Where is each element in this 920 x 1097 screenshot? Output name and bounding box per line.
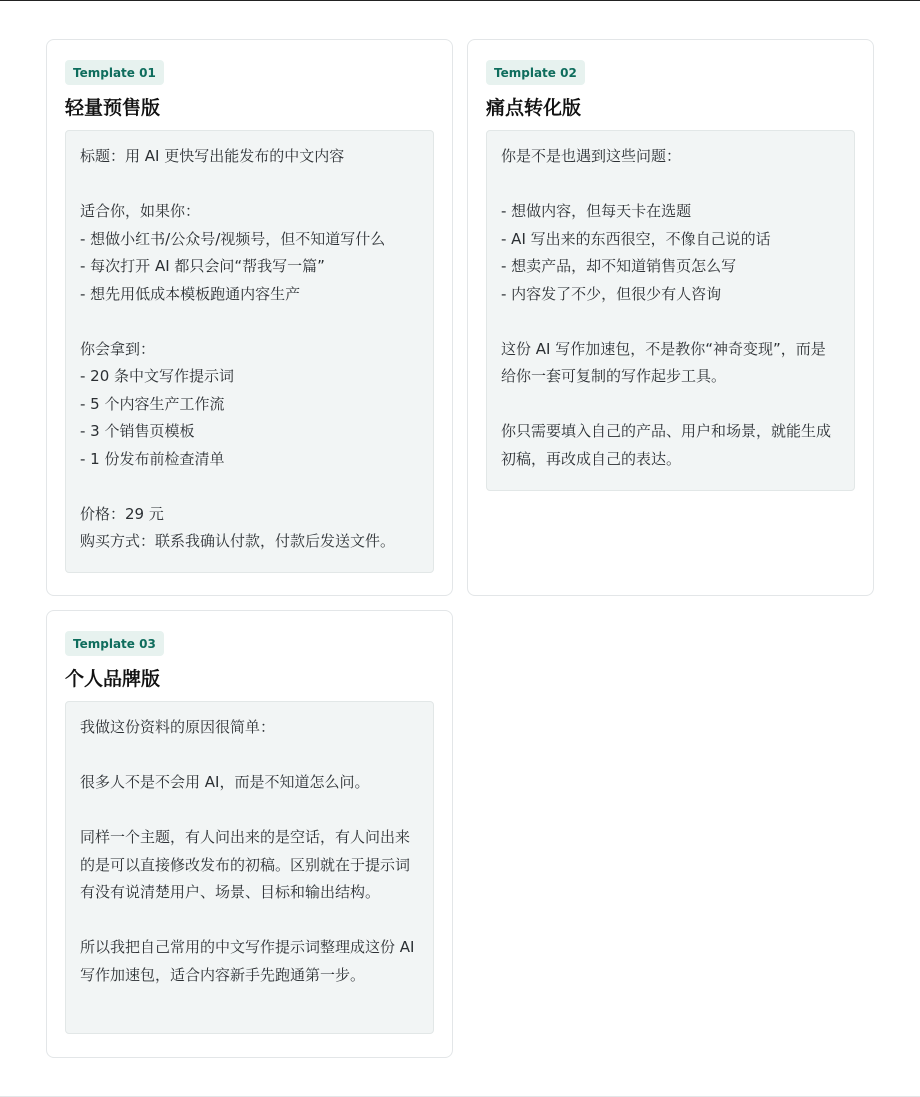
template-title: 个人品牌版 [65,668,161,690]
template-card-02 [467,39,874,596]
template-badge: Template 02 [486,60,585,85]
top-divider [0,0,920,1]
template-body[interactable]: 标题：用 AI 更快写出能发布的中文内容 适合你，如果你： - 想做小红书/公众号/视频号，但不知道写什么 - 每次打开 AI 都只会问“帮我写一篇” - 想先用低成本模板跑通内容生产 你会拿到： - 20 条中文写作提示词 - 5 个内容生产工作流 - 3 个销售页模板 - 1 份发布前检查清单 价格：29 元 购买方式：联系我确认付款，付款后发送文件。 [65,130,434,573]
template-title: 轻量预售版 [65,97,161,119]
template-badge: Template 03 [65,631,164,656]
template-body[interactable]: 我做这份资料的原因很简单： 很多人不是不会用 AI，而是不知道怎么问。 同样一个主题，有人问出来的是空话，有人问出来的是可以直接修改发布的初稿。区别就在于提示词有没有说清楚用户、场景、目标和输出结构。 所以我把自己常用的中文写作提示词整理成这份 AI 写作加速包，适合内容新手先跑通第一步。 [65,701,434,1034]
template-body[interactable]: 你是不是也遇到这些问题： - 想做内容，但每天卡在选题 - AI 写出来的东西很空，不像自己说的话 - 想卖产品，却不知道销售页怎么写 - 内容发了不少，但很少有人咨询 这份 AI 写作加速包，不是教你“神奇变现”，而是给你一套可复制的写作起步工具。 你只需要填入自己的产品、用户和场景，就能生成初稿，再改成自己的表达。 [486,130,855,491]
template-title: 痛点转化版 [486,97,582,119]
template-card-01 [46,39,453,596]
template-card-03 [46,610,453,1058]
template-badge: Template 01 [65,60,164,85]
